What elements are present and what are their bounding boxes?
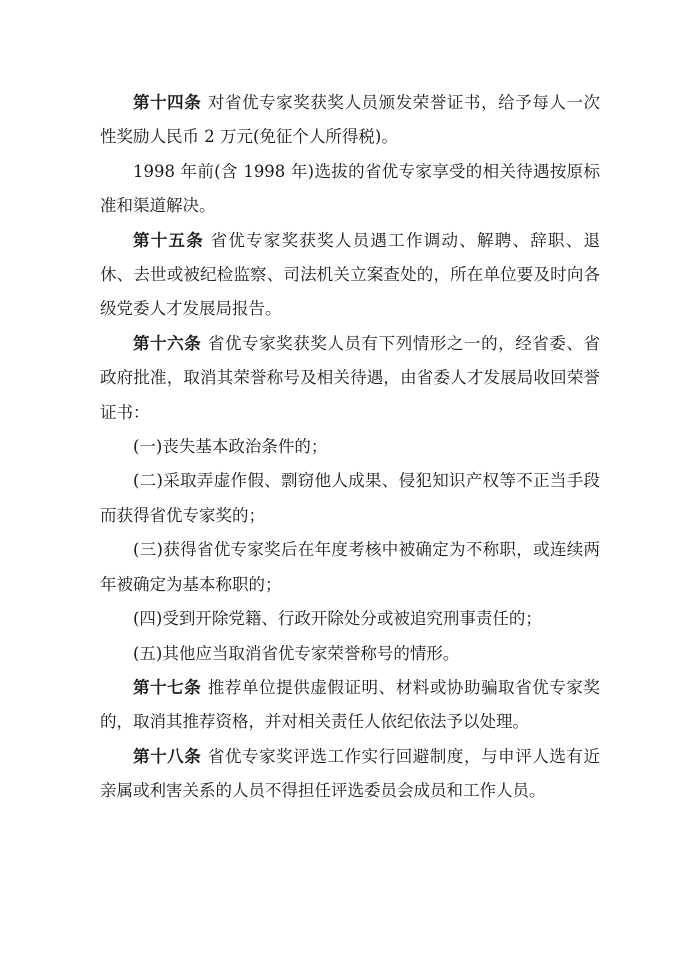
article-text: 省优专家奖评选工作实行回避制度，与申评人选有近亲属或利害关系的人员不得担任评选委员会成员和工作人员。 [100, 746, 601, 801]
list-item-5 [100, 637, 600, 671]
document-body [100, 86, 600, 809]
list-item-text: (一)丧失基本政治条件的； [133, 437, 328, 457]
article-text: 省优专家奖获奖人员遇工作调动、解聘、辞职、退休、去世或被纪检监察、司法机关立案查处的，所在单位要及时向各级党委人才发展局报告。 [100, 230, 601, 319]
article-heading: 第十六条 [133, 333, 202, 353]
article-18 [100, 740, 600, 809]
article-16 [100, 327, 600, 430]
list-item-3 [100, 533, 600, 602]
list-item-1 [100, 430, 600, 464]
article-text: 推荐单位提供虚假证明、材料或协助骗取省优专家奖的，取消其推荐资格，并对相关责任人依纪依法予以处理。 [100, 677, 601, 732]
article-14 [100, 86, 600, 155]
article-heading: 第十八条 [133, 746, 202, 766]
article-17 [100, 671, 600, 740]
article-heading: 第十五条 [133, 230, 205, 250]
article-heading: 第十七条 [133, 677, 202, 697]
paragraph-text: 1998 年前(含 1998 年)选拔的省优专家享受的相关待遇按原标准和渠道解决。 [100, 161, 600, 216]
paragraph-1998-note [100, 155, 600, 224]
list-item-text: (四)受到开除党籍、行政开除处分或被追究刑事责任的； [133, 609, 542, 629]
list-item-2 [100, 464, 600, 533]
list-item-text: (五)其他应当取消省优专家荣誉称号的情形。 [133, 643, 460, 663]
list-item-4 [100, 602, 600, 636]
article-text: 省优专家奖获奖人员有下列情形之一的，经省委、省政府批准，取消其荣誉称号及相关待遇，由省委人才发展局收回荣誉证书： [100, 333, 601, 422]
list-item-text: (三)获得省优专家奖后在年度考核中被确定为不称职，或连续两年被确定为基本称职的； [100, 540, 600, 594]
article-heading: 第十四条 [133, 93, 202, 112]
article-15 [100, 224, 600, 327]
article-text: 对省优专家奖获奖人员颁发荣誉证书，给予每人一次性奖励人民币 2 万元(免征个人所得税)。 [100, 93, 601, 147]
list-item-text: (二)采取弄虚作假、剽窃他人成果、侵犯知识产权等不正当手段而获得省优专家奖的； [100, 471, 600, 525]
